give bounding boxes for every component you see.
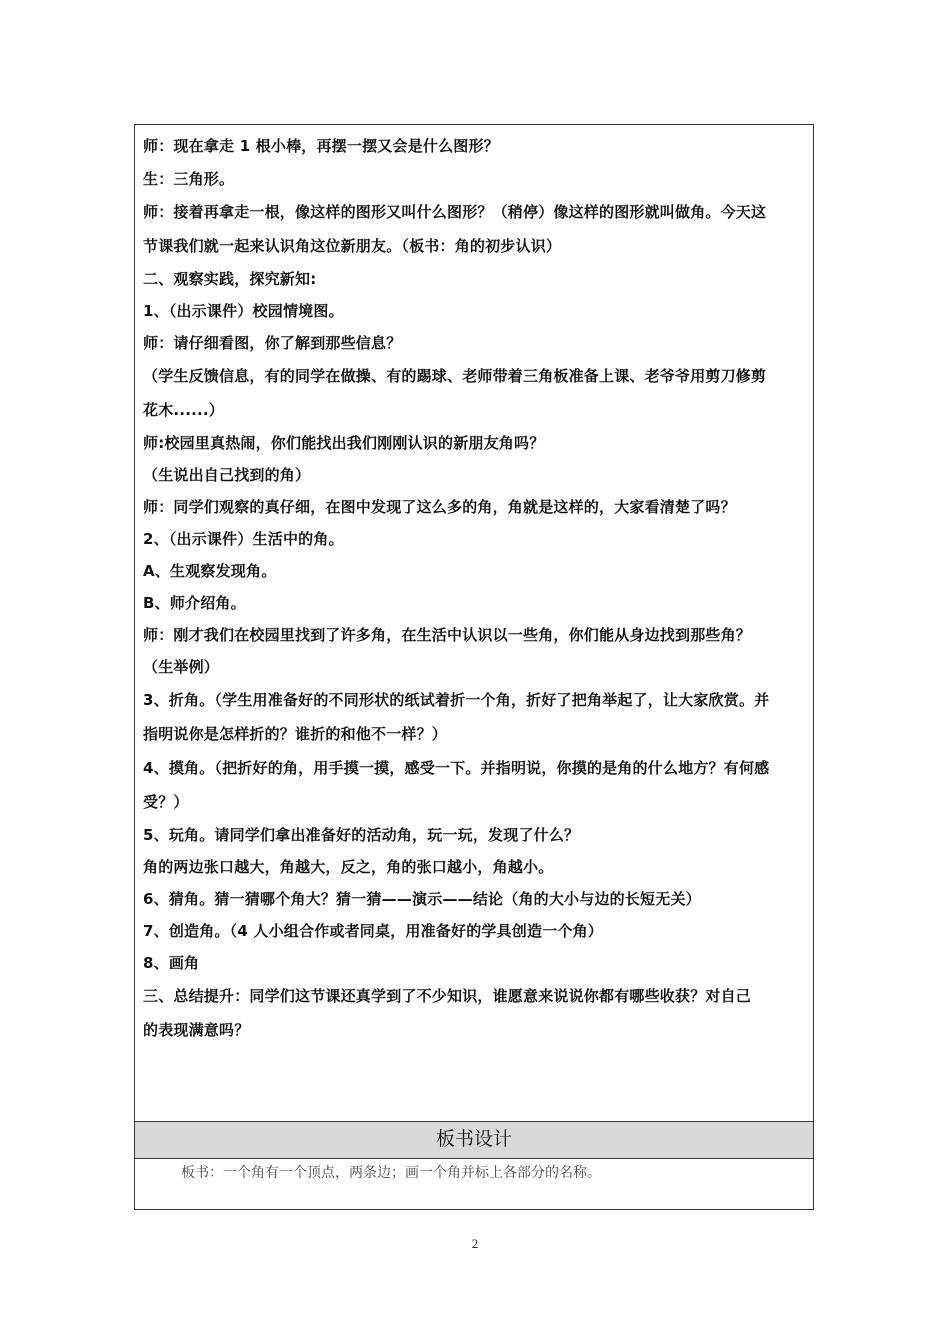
lesson-line: B、师介绍角。 <box>143 594 246 612</box>
lesson-line: （生举例） <box>143 658 220 676</box>
board-design-content: 板书：一个角有一个顶点，两条边；画一个角并标上各部分的名称。 <box>181 1165 601 1181</box>
section-heading: 二、观察实践，探究新知: <box>143 270 317 288</box>
lesson-line: 花木......） <box>143 401 224 419</box>
lesson-line: 指明说你是怎样折的？谁折的和他不一样？） <box>143 725 448 743</box>
lesson-line: 8、画角 <box>143 954 200 972</box>
lesson-line: 师：同学们观察的真仔细，在图中发现了这么多的角，角就是这样的，大家看清楚了吗？ <box>143 498 736 516</box>
lesson-line: 7、创造角。（4 人小组合作或者同桌，用准备好的学具创造一个角） <box>143 922 603 940</box>
page-number: 2 <box>471 1236 479 1251</box>
lesson-line: 节课我们就一起来认识角这位新朋友。（板书：角的初步认识） <box>143 237 562 255</box>
lesson-line: A、生观察发现角。 <box>143 562 277 580</box>
lesson-plan-table <box>134 124 814 1210</box>
lesson-line: 角的两边张口越大，角越大，反之，角的张口越小，角越小。 <box>143 858 554 876</box>
lesson-line: 师：接着再拿走一根，像这样的图形又叫什么图形？（稍停）像这样的图形就叫做角。今天这 <box>143 203 767 221</box>
lesson-line: 受？） <box>143 793 189 811</box>
lesson-content-cell <box>135 125 813 1121</box>
lesson-line: 4、摸角。（把折好的角，用手摸一摸，感受一下。并指明说，你摸的是角的什么地方？有何感 <box>143 759 770 777</box>
lesson-line: 6、猜角。猜一猜哪个角大？猜一猜——演示——结论（角的大小与边的长短无关） <box>143 890 701 908</box>
lesson-line: 师：刚才我们在校园里找到了许多角，在生活中认识以一些角，你们能从身边找到那些角？ <box>143 626 752 644</box>
lesson-line: 生：三角形。 <box>143 170 235 188</box>
lesson-line: 1、（出示课件）校园情境图。 <box>143 302 344 320</box>
lesson-line: 2、（出示课件）生活中的角。 <box>143 530 344 548</box>
lesson-line: 的表现满意吗？ <box>143 1021 250 1039</box>
lesson-line: 5、玩角。请同学们拿出准备好的活动角，玩一玩，发现了什么？ <box>143 826 580 844</box>
lesson-line: 3、折角。（学生用准备好的不同形状的纸试着折一个角，折好了把角举起了，让大家欣赏。并 <box>143 691 770 709</box>
lesson-line: （生说出自己找到的角） <box>143 466 311 484</box>
lesson-line: 师:校园里真热闹，你们能找出我们刚刚认识的新朋友角吗？ <box>143 434 545 452</box>
lesson-line: （学生反馈信息，有的同学在做操、有的踢球、老师带着三角板准备上课、老爷爷用剪刀修剪 <box>143 367 767 385</box>
board-design-heading: 板书设计 <box>135 1121 813 1159</box>
lesson-line: 师：现在拿走 1 根小棒，再摆一摆又会是什么图形？ <box>143 137 499 155</box>
lesson-line: 师：请仔细看图，你了解到那些信息？ <box>143 334 402 352</box>
section-heading: 三、总结提升：同学们这节课还真学到了不少知识，谁愿意来说说你都有哪些收获？对自己 <box>143 987 752 1005</box>
